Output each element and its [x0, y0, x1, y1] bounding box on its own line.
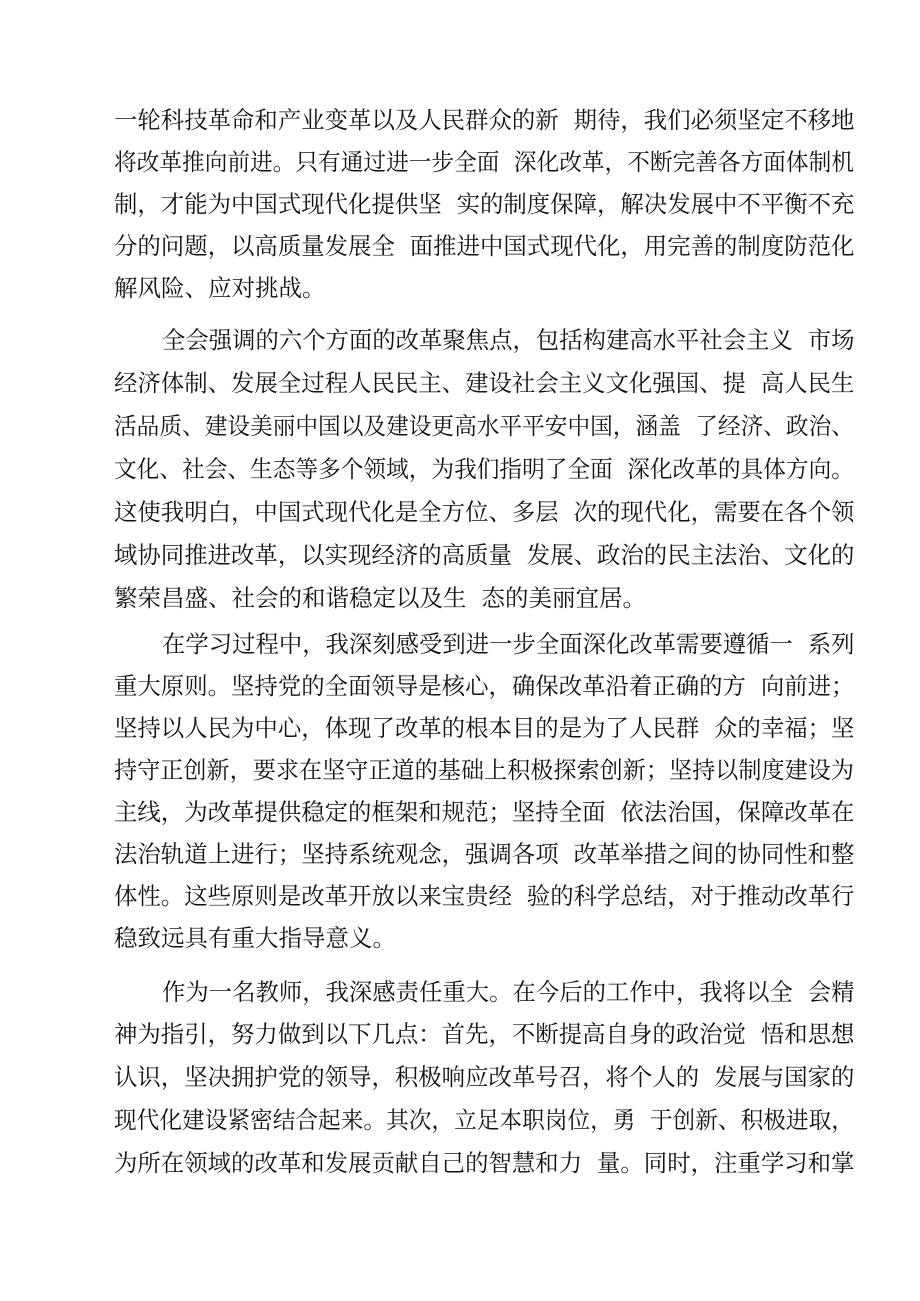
text-line: 活品质、建设美丽中国以及建设更高水平平安中国，涵盖 了经济、政治、	[114, 412, 854, 440]
text-line: 域协同推进改革，以实现经济的高质量 发展、政治的民主法治、文化的	[114, 541, 855, 569]
text-line: 作为一名教师，我深感责任重大。在今后的工作中，我将以全 会精	[162, 978, 855, 1006]
text-line: 一轮科技革命和产业变革以及人民群众的新 期待，我们必须坚定不移地	[114, 106, 855, 134]
text-line: 解风险、应对挑战。	[114, 274, 326, 302]
text-line: 法治轨道上进行；坚持系统观念，强调各项 改革举措之间的协同性和整	[114, 840, 855, 868]
text-line: 认识，坚决拥护党的领导，积极响应改革号召，将个人的 发展与国家的	[114, 1063, 855, 1091]
text-line: 为所在领域的改革和发展贡献自己的智慧和力 量。同时，注重学习和掌	[114, 1149, 855, 1177]
text-line: 体性。这些原则是改革开放以来宝贵经 验的科学总结，对于推动改革行	[114, 882, 855, 910]
text-line: 坚持以人民为中心，体现了改革的根本目的是为了人民群 众的幸福；坚	[114, 714, 855, 742]
text-line: 制，才能为中国式现代化提供坚 实的制度保障，解决发展中不平衡不充	[114, 190, 855, 218]
text-line: 文化、社会、生态等多个领域，为我们指明了全面 深化改革的具体方向。	[114, 455, 854, 483]
text-line: 现代化建设紧密结合起来。其次，立足本职岗位，勇 于创新、积极进取，	[114, 1106, 854, 1134]
text-line: 在学习过程中，我深刻感受到进一步全面深化改革需要遵循一 系列	[162, 630, 855, 658]
text-line: 将改革推向前进。只有通过进一步全面 深化改革，不断完善各方面体制机	[114, 148, 854, 176]
text-line: 这使我明白，中国式现代化是全方位、多层 次的现代化，需要在各个领	[114, 498, 855, 526]
text-line: 持守正创新，要求在坚守正道的基础上积极探索创新；坚持以制度建设为	[114, 756, 854, 784]
text-line: 分的问题，以高质量发展全 面推进中国式现代化，用完善的制度防范化	[114, 232, 855, 260]
text-line: 神为指引，努力做到以下几点：首先，不断提高自身的政治觉 悟和思想	[114, 1020, 855, 1048]
text-line: 重大原则。坚持党的全面领导是核心，确保改革沿着正确的方 向前进；	[114, 672, 855, 700]
text-line: 主线，为改革提供稳定的框架和规范；坚持全面 依法治国，保障改革在	[114, 798, 855, 826]
text-line: 繁荣昌盛、社会的和谐稳定以及生 态的美丽宜居。	[114, 584, 646, 612]
text-line: 稳致远具有重大指导意义。	[114, 924, 396, 952]
text-line: 经济体制、发展全过程人民民主、建设社会主义文化强国、提 高人民生	[114, 369, 855, 397]
text-line: 全会强调的六个方面的改革聚焦点，包括构建高水平社会主义 市场	[162, 326, 855, 354]
